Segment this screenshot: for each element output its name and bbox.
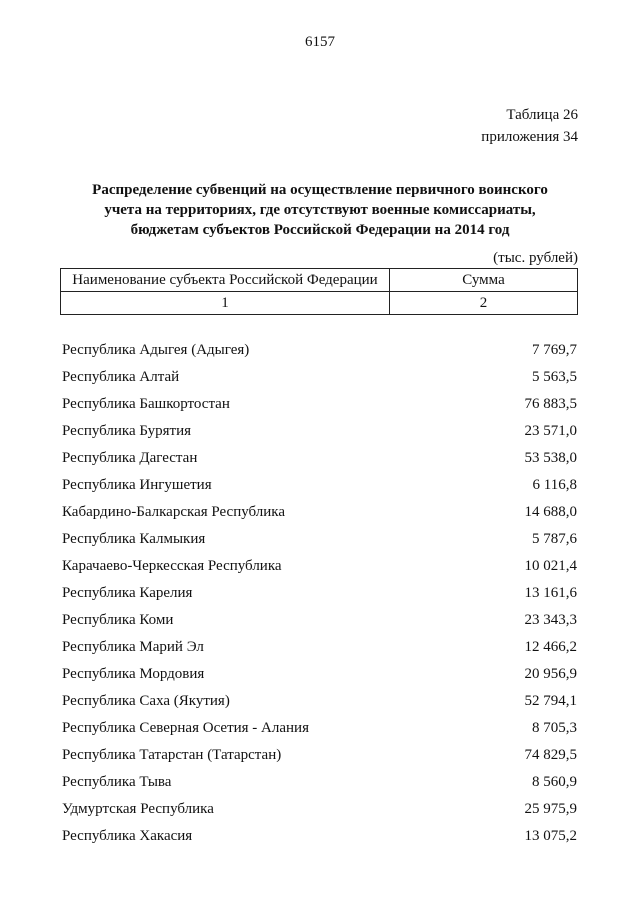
region-amount: 8 705,3 [532, 720, 577, 736]
header-amount-cell: Сумма [390, 269, 578, 292]
table-row [62, 823, 577, 850]
table-row [62, 553, 577, 580]
page-number: 6157 [305, 34, 335, 50]
region-amount: 5 563,5 [532, 369, 577, 385]
table-row [62, 580, 577, 607]
table-row [62, 688, 577, 715]
region-name: Республика Тыва [62, 774, 172, 790]
region-name: Республика Коми [62, 612, 174, 628]
table-row [62, 742, 577, 769]
region-name: Республика Калмыкия [62, 531, 206, 547]
table-row [62, 661, 577, 688]
table-ref-line1: Таблица 26 [506, 107, 578, 123]
region-name: Республика Алтай [62, 369, 180, 385]
title-line2: учета на территориях, где отсутствуют военные комиссариаты, [104, 202, 536, 218]
unit-label: (тыс. рублей) [493, 250, 578, 266]
region-amount: 20 956,9 [524, 666, 577, 682]
region-amount: 8 560,9 [532, 774, 577, 790]
column-number-1: 1 [61, 292, 390, 315]
table-row [62, 391, 577, 418]
header-name-cell: Наименование субъекта Российской Федерации [61, 269, 390, 292]
column-number-2: 2 [390, 292, 578, 315]
region-name: Республика Татарстан (Татарстан) [62, 747, 282, 763]
region-amount: 23 571,0 [524, 423, 577, 439]
table-row [62, 418, 577, 445]
region-amount: 10 021,4 [524, 558, 577, 574]
table-row [62, 526, 577, 553]
region-amount: 12 466,2 [524, 639, 577, 655]
header-row [61, 269, 578, 292]
title-line3: бюджетам субъектов Российской Федерации на 2014 год [130, 222, 510, 238]
region-amount: 74 829,5 [524, 747, 577, 763]
table-row [62, 337, 577, 364]
table-reference [481, 104, 578, 148]
region-name: Республика Бурятия [62, 423, 192, 439]
region-amount: 53 538,0 [524, 450, 577, 466]
table-row [62, 499, 577, 526]
document-title [60, 180, 580, 240]
region-name: Республика Башкортостан [62, 396, 230, 412]
region-name: Республика Ингушетия [62, 477, 212, 493]
region-amount: 13 075,2 [524, 828, 577, 844]
table-row [62, 364, 577, 391]
header-number-row [61, 292, 578, 315]
table-row [62, 769, 577, 796]
table-header [60, 268, 578, 315]
region-amount: 5 787,6 [532, 531, 577, 547]
region-name: Кабардино-Балкарская Республика [62, 504, 286, 520]
region-amount: 13 161,6 [524, 585, 577, 601]
region-name: Удмуртская Республика [62, 801, 214, 817]
region-amount: 76 883,5 [524, 396, 577, 412]
table-row [62, 634, 577, 661]
table-row [62, 607, 577, 634]
region-name: Республика Северная Осетия - Алания [62, 720, 309, 736]
table-ref-line2: приложения 34 [481, 129, 578, 145]
region-name: Карачаево-Черкесская Республика [62, 558, 282, 574]
region-amount: 25 975,9 [524, 801, 577, 817]
table-row [62, 796, 577, 823]
region-name: Республика Адыгея (Адыгея) [62, 342, 250, 358]
region-amount: 52 794,1 [524, 693, 577, 709]
region-amount: 14 688,0 [524, 504, 577, 520]
table-row [62, 472, 577, 499]
region-name: Республика Карелия [62, 585, 193, 601]
region-name: Республика Мордовия [62, 666, 205, 682]
table-body [62, 337, 577, 850]
region-name: Республика Дагестан [62, 450, 198, 466]
table-row [62, 715, 577, 742]
table-row [62, 445, 577, 472]
region-amount: 23 343,3 [524, 612, 577, 628]
region-name: Республика Хакасия [62, 828, 193, 844]
region-amount: 7 769,7 [532, 342, 577, 358]
region-name: Республика Саха (Якутия) [62, 693, 230, 709]
region-amount: 6 116,8 [532, 477, 577, 493]
region-name: Республика Марий Эл [62, 639, 204, 655]
title-line1: Распределение субвенций на осуществление первичного воинского [92, 182, 548, 198]
